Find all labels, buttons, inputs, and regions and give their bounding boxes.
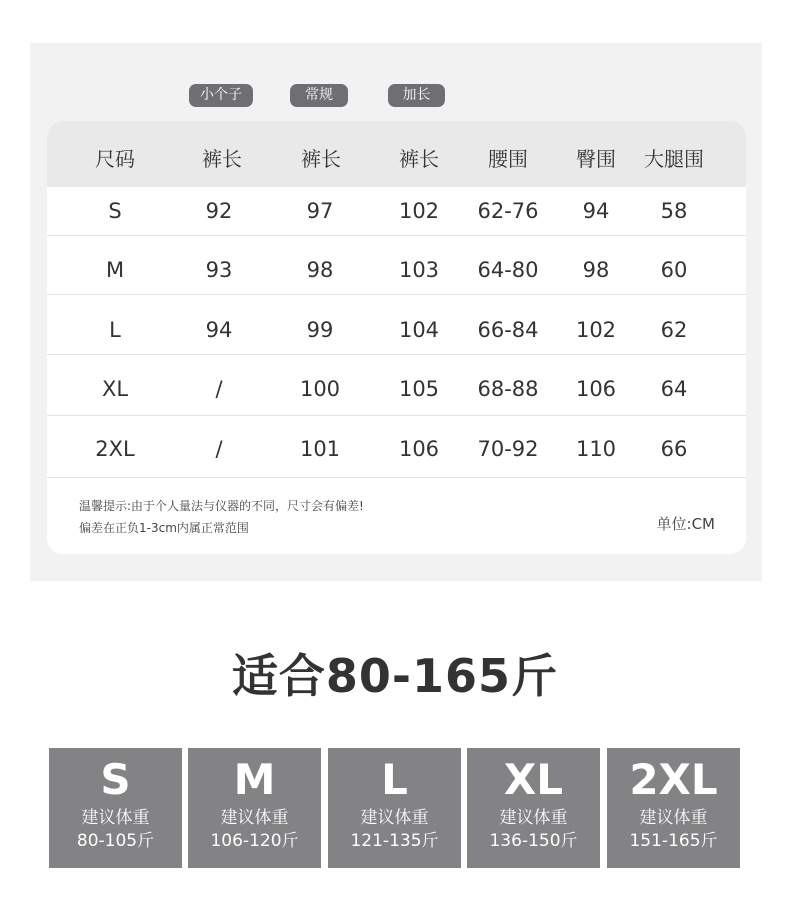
header-thigh: 大腿围 (644, 147, 704, 171)
weight-label: 建议体重 (81, 808, 150, 828)
cell-length-long: 103 (398, 258, 440, 282)
size-letter: S (100, 755, 131, 804)
subheader-regular: 常规 (290, 84, 348, 107)
size-letter: XL (503, 755, 564, 804)
cell-length-petite: 94 (205, 318, 233, 342)
cell-hip: 98 (582, 258, 610, 282)
cell-length-petite: / (215, 437, 223, 461)
cell-waist: 70-92 (477, 437, 539, 461)
table-row (47, 308, 746, 354)
row-divider (47, 235, 746, 236)
cell-length-regular: 101 (299, 437, 341, 461)
cell-hip: 106 (575, 377, 617, 401)
table-header-row (47, 121, 746, 187)
cell-size: M (105, 258, 125, 282)
cell-length-regular: 100 (299, 377, 341, 401)
cell-size: 2XL (95, 437, 135, 461)
size-card-2xl (607, 748, 740, 868)
cell-waist: 68-88 (477, 377, 539, 401)
weight-range: 80-105斤 (76, 831, 155, 851)
table-row (47, 367, 746, 413)
cell-length-long: 102 (398, 199, 440, 223)
row-divider (47, 415, 746, 416)
row-divider (47, 294, 746, 295)
cell-hip: 94 (582, 199, 610, 223)
cell-thigh: 62 (660, 318, 688, 342)
table-row (47, 427, 746, 473)
size-card-l (328, 748, 461, 868)
cell-hip: 110 (575, 437, 617, 461)
cell-waist: 64-80 (477, 258, 539, 282)
cell-size: L (109, 318, 121, 342)
header-length-petite: 裤长 (202, 147, 242, 171)
header-waist: 腰围 (488, 147, 528, 171)
cell-size: XL (101, 377, 129, 401)
row-divider (47, 354, 746, 355)
weight-range-headline: 适合80-165斤 (231, 649, 559, 703)
weight-label: 建议体重 (639, 808, 708, 828)
table-row (47, 189, 746, 235)
header-size: 尺码 (95, 147, 135, 171)
subheader-long: 加长 (388, 84, 445, 107)
weight-label: 建议体重 (220, 808, 289, 828)
measurement-note: 温馨提示:由于个人量法与仪器的不同，尺寸会有偏差! (79, 499, 364, 513)
weight-label: 建议体重 (360, 808, 429, 828)
cell-length-long: 104 (398, 318, 440, 342)
row-divider (47, 477, 746, 478)
size-card-m (188, 748, 321, 868)
cell-waist: 66-84 (477, 318, 539, 342)
size-card-s (49, 748, 182, 868)
size-table-card (47, 121, 746, 554)
weight-range: 136-150斤 (489, 831, 578, 851)
size-letter: L (381, 755, 408, 804)
header-length-long: 裤长 (399, 147, 439, 171)
cell-hip: 102 (575, 318, 617, 342)
cell-length-petite: / (215, 377, 223, 401)
unit-label: 单位:CM (656, 515, 715, 533)
tolerance-note: 偏差在正负1-3cm内属正常范围 (79, 521, 249, 535)
cell-thigh: 58 (660, 199, 688, 223)
size-letter: 2XL (629, 755, 718, 804)
cell-length-regular: 99 (306, 318, 334, 342)
header-length-regular: 裤长 (301, 147, 341, 171)
cell-length-long: 105 (398, 377, 440, 401)
weight-range: 106-120斤 (210, 831, 299, 851)
cell-length-regular: 97 (306, 199, 334, 223)
cell-length-regular: 98 (306, 258, 334, 282)
cell-length-long: 106 (398, 437, 440, 461)
size-letter: M (233, 755, 276, 804)
size-card-xl (467, 748, 600, 868)
weight-range: 121-135斤 (350, 831, 439, 851)
cell-thigh: 64 (660, 377, 688, 401)
table-row (47, 248, 746, 294)
weight-range: 151-165斤 (629, 831, 718, 851)
cell-waist: 62-76 (477, 199, 539, 223)
cell-length-petite: 92 (205, 199, 233, 223)
cell-thigh: 60 (660, 258, 688, 282)
cell-thigh: 66 (660, 437, 688, 461)
header-hip: 臀围 (576, 147, 616, 171)
subheader-petite: 小个子 (189, 84, 253, 107)
cell-size: S (108, 199, 122, 223)
cell-length-petite: 93 (205, 258, 233, 282)
weight-label: 建议体重 (499, 808, 568, 828)
